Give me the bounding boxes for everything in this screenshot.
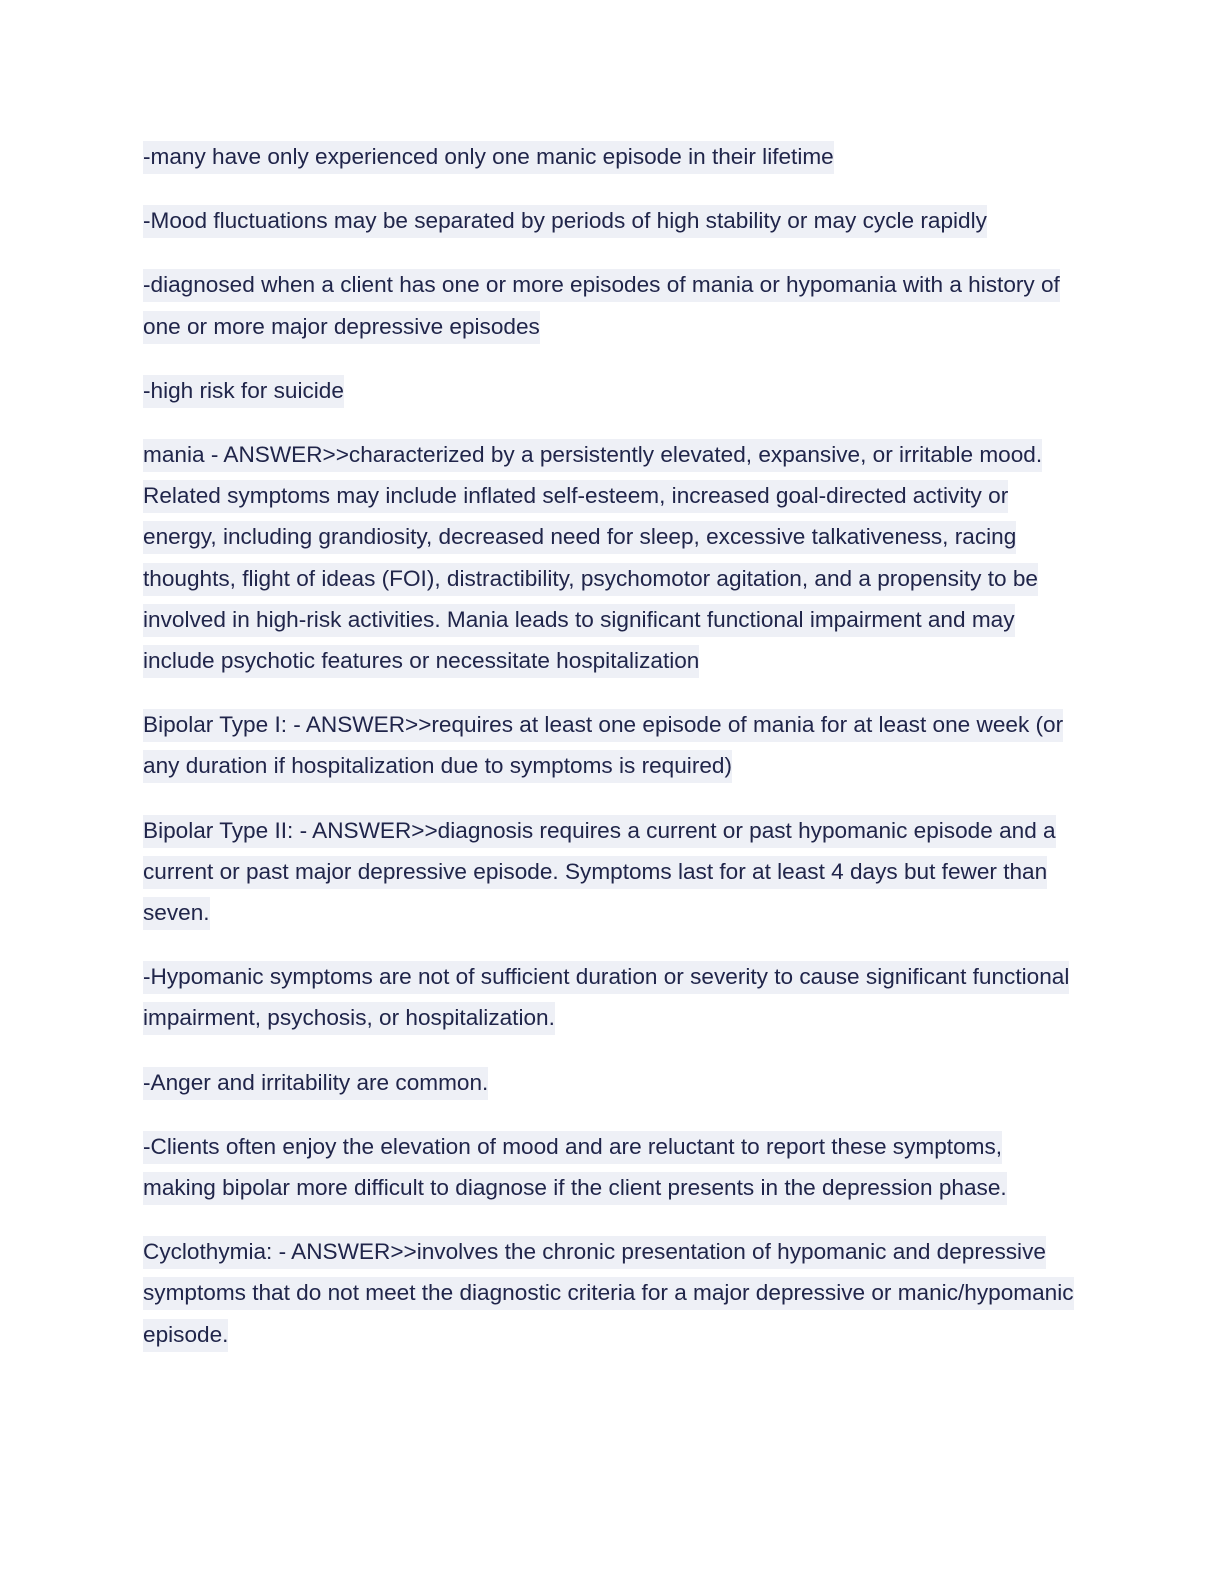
- paragraph-text: -many have only experienced only one manic episode in their lifetime: [143, 141, 834, 174]
- paragraph-suicide-risk: [143, 370, 1078, 411]
- paragraph-manic-episode-note: [143, 136, 1078, 177]
- paragraph-bipolar-type-2: [143, 810, 1078, 934]
- paragraph-clients-reluctance: [143, 1126, 1078, 1208]
- paragraph-bipolar-type-1: [143, 704, 1078, 786]
- paragraph-text: mania - ANSWER>>characterized by a persistently elevated, expansive, or irritable mood. Related symptoms may include inflated self-esteem, increased goal-directed activity or energy, including grandiosity, decreased need for sleep, excessive talkativeness, racing thoughts, flight of ideas (FOI), distractibility, psychomotor agitation, and a propensity to be involved in high-risk activities. Mania leads to significant functional impairment and may include psychotic features or necessitate hospitalization: [143, 439, 1042, 678]
- paragraph-text: -Anger and irritability are common.: [143, 1067, 488, 1100]
- paragraph-text: -high risk for suicide: [143, 375, 344, 408]
- paragraph-cyclothymia: [143, 1231, 1078, 1355]
- paragraph-text: -Clients often enjoy the elevation of mood and are reluctant to report these symptoms, making bipolar more difficult to diagnose if the client presents in the depression phase.: [143, 1131, 1007, 1205]
- paragraph-hypomanic-symptoms: [143, 956, 1078, 1038]
- paragraph-mood-fluctuations: [143, 200, 1078, 241]
- paragraph-text: Bipolar Type I: - ANSWER>>requires at least one episode of mania for at least one week (or any duration if hospitalization due to symptoms is required): [143, 709, 1063, 783]
- paragraph-text: Bipolar Type II: - ANSWER>>diagnosis requires a current or past hypomanic episode and a current or past major depressive episode. Symptoms last for at least 4 days but fewer than seven.: [143, 815, 1056, 930]
- paragraph-mania-definition: [143, 434, 1078, 681]
- document-body: [143, 136, 1078, 1378]
- paragraph-diagnosis-criteria: [143, 264, 1078, 346]
- paragraph-text: -Hypomanic symptoms are not of sufficient duration or severity to cause significant functional impairment, psychosis, or hospitalization.: [143, 961, 1069, 1035]
- paragraph-text: -Mood fluctuations may be separated by periods of high stability or may cycle rapidly: [143, 205, 987, 238]
- paragraph-text: -diagnosed when a client has one or more episodes of mania or hypomania with a history of one or more major depressive episodes: [143, 269, 1060, 343]
- paragraph-text: Cyclothymia: - ANSWER>>involves the chronic presentation of hypomanic and depressive symptoms that do not meet the diagnostic criteria for a major depressive or manic/hypomanic episode.: [143, 1236, 1074, 1351]
- paragraph-anger-irritability: [143, 1062, 1078, 1103]
